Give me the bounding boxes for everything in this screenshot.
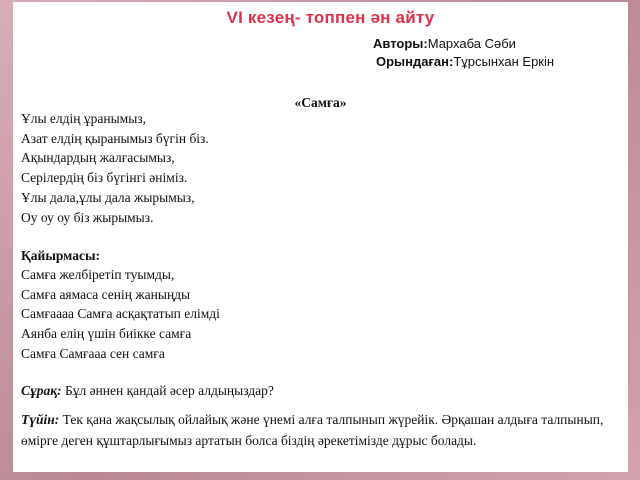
question-label: Сұрақ: bbox=[21, 383, 62, 398]
conclusion bbox=[21, 409, 619, 451]
question bbox=[21, 383, 274, 399]
performer-label: Орындаған: bbox=[376, 54, 454, 69]
verse-line: Ұлы дала,ұлы дала жырымыз, bbox=[21, 189, 195, 205]
song-title: «Самға» bbox=[294, 95, 347, 110]
author-label: Авторы: bbox=[373, 36, 428, 51]
conclusion-label: Түйін: bbox=[21, 412, 60, 427]
author-value: Мархаба Сәби bbox=[427, 36, 516, 51]
chorus-line: Самға желбіретіп туымды, bbox=[21, 267, 175, 282]
slide bbox=[13, 2, 628, 472]
chorus-line: Самға аямаса сенің жаныңды bbox=[21, 286, 191, 302]
chorus-label: Қайырмасы: bbox=[21, 248, 101, 263]
performer-value: Тұрсынхан Еркін bbox=[453, 54, 555, 69]
question-text: Бұл әннен қандай әсер алдыңыздар? bbox=[61, 383, 274, 398]
performer-line bbox=[376, 54, 554, 69]
verse-block bbox=[21, 109, 209, 227]
chorus-line: Самғаааа Самға асқақтатып елімді bbox=[21, 306, 220, 322]
verse-line: Оу оу оу біз жырымыз. bbox=[21, 209, 154, 225]
conclusion-text: Тек қана жақсылық ойлайық және үнемі алға талпынып жүрейік. Әрқашан алдыға талпынып, өмірге деген құштарлығымыз артатын болса біздің әрекетімізде дұрыс болады. bbox=[21, 412, 604, 448]
verse-line: Ақындардың жалғасымыз, bbox=[21, 150, 175, 166]
page-title: VI кезең- топпен ән айту bbox=[226, 8, 435, 27]
author-line bbox=[373, 36, 516, 51]
verse-line: Ұлы елдің ұранымыз, bbox=[21, 111, 146, 126]
chorus-line: Аянба елің үшін биікке самға bbox=[21, 326, 192, 342]
verse-line: Серілердің біз бүгінгі әніміз. bbox=[21, 170, 188, 186]
chorus-block bbox=[21, 265, 220, 364]
chorus-line: Самға Самғааа сен самға bbox=[21, 345, 165, 361]
verse-line: Азат елдің қыранымыз бүгін біз. bbox=[21, 130, 209, 146]
